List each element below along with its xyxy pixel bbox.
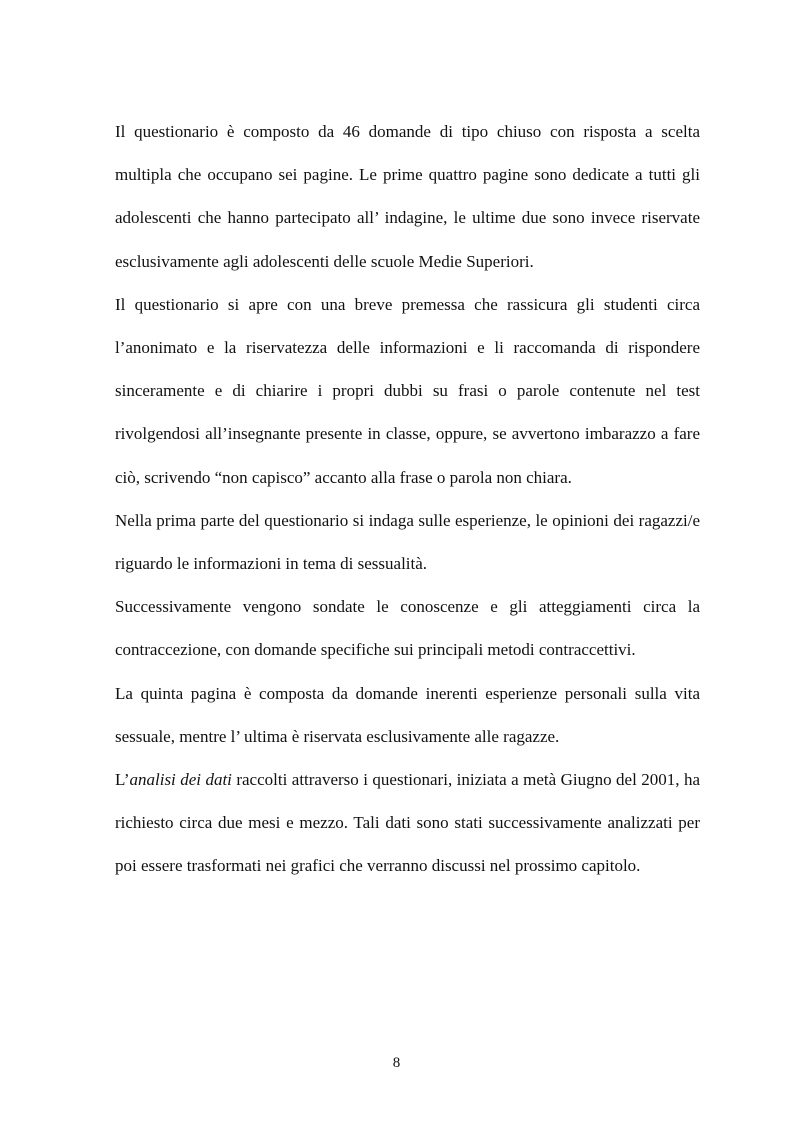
paragraph-questionnaire-premise: Il questionario si apre con una breve premessa che rassicura gli studenti circa l’anonimato e la riservatezza delle informazioni e li raccomanda di rispondere sinceramente e di chiarire i propri dubbi su frasi o parole contenute nel test rivolgendosi all’insegnante presente in classe, oppure, se avvertono imbarazzo a fare ciò, scrivendo “non capisco” accanto alla frase o parola non chiara.	[115, 294, 700, 487]
page-number: 8	[392, 1055, 401, 1071]
paragraph-questionnaire-composition: Il questionario è composto da 46 domande di tipo chiuso con risposta a scelta multipla che occupano sei pagine. Le prime quattro pagine sono dedicate a tutti gli adolescenti che hanno partecipato all’ indagine, le ultime due sono invece riservate esclusivamente agli adolescenti delle scuole Medie Superiori.	[115, 122, 700, 271]
body-text	[115, 110, 700, 888]
paragraph-fifth-page: La quinta pagina è composta da domande inerenti esperienze personali sulla vita sessuale, mentre l’ ultima è riservata esclusivamente alle ragazze.	[115, 683, 700, 746]
paragraph-data-analysis-rest: raccolti attraverso i questionari, iniziata a metà Giugno del 2001, ha richiesto circa due mesi e mezzo. Tali dati sono stati successivamente analizzati per poi essere trasformati nei grafici che verranno discussi nel prossimo capitolo.	[115, 770, 700, 876]
paragraph-contraception: Successivamente vengono sondate le conoscenze e gli atteggiamenti circa la contraccezione, con domande specifiche sui principali metodi contraccettivi.	[115, 597, 700, 660]
paragraph-first-part: Nella prima parte del questionario si indaga sulle esperienze, le opinioni dei ragazzi/e riguardo le informazioni in tema di sessualità.	[115, 510, 700, 574]
paragraph-data-analysis-italic: analisi dei dati	[129, 770, 232, 790]
paragraph-data-analysis-prefix: L’	[115, 770, 130, 790]
paragraph-data-analysis	[115, 758, 700, 888]
